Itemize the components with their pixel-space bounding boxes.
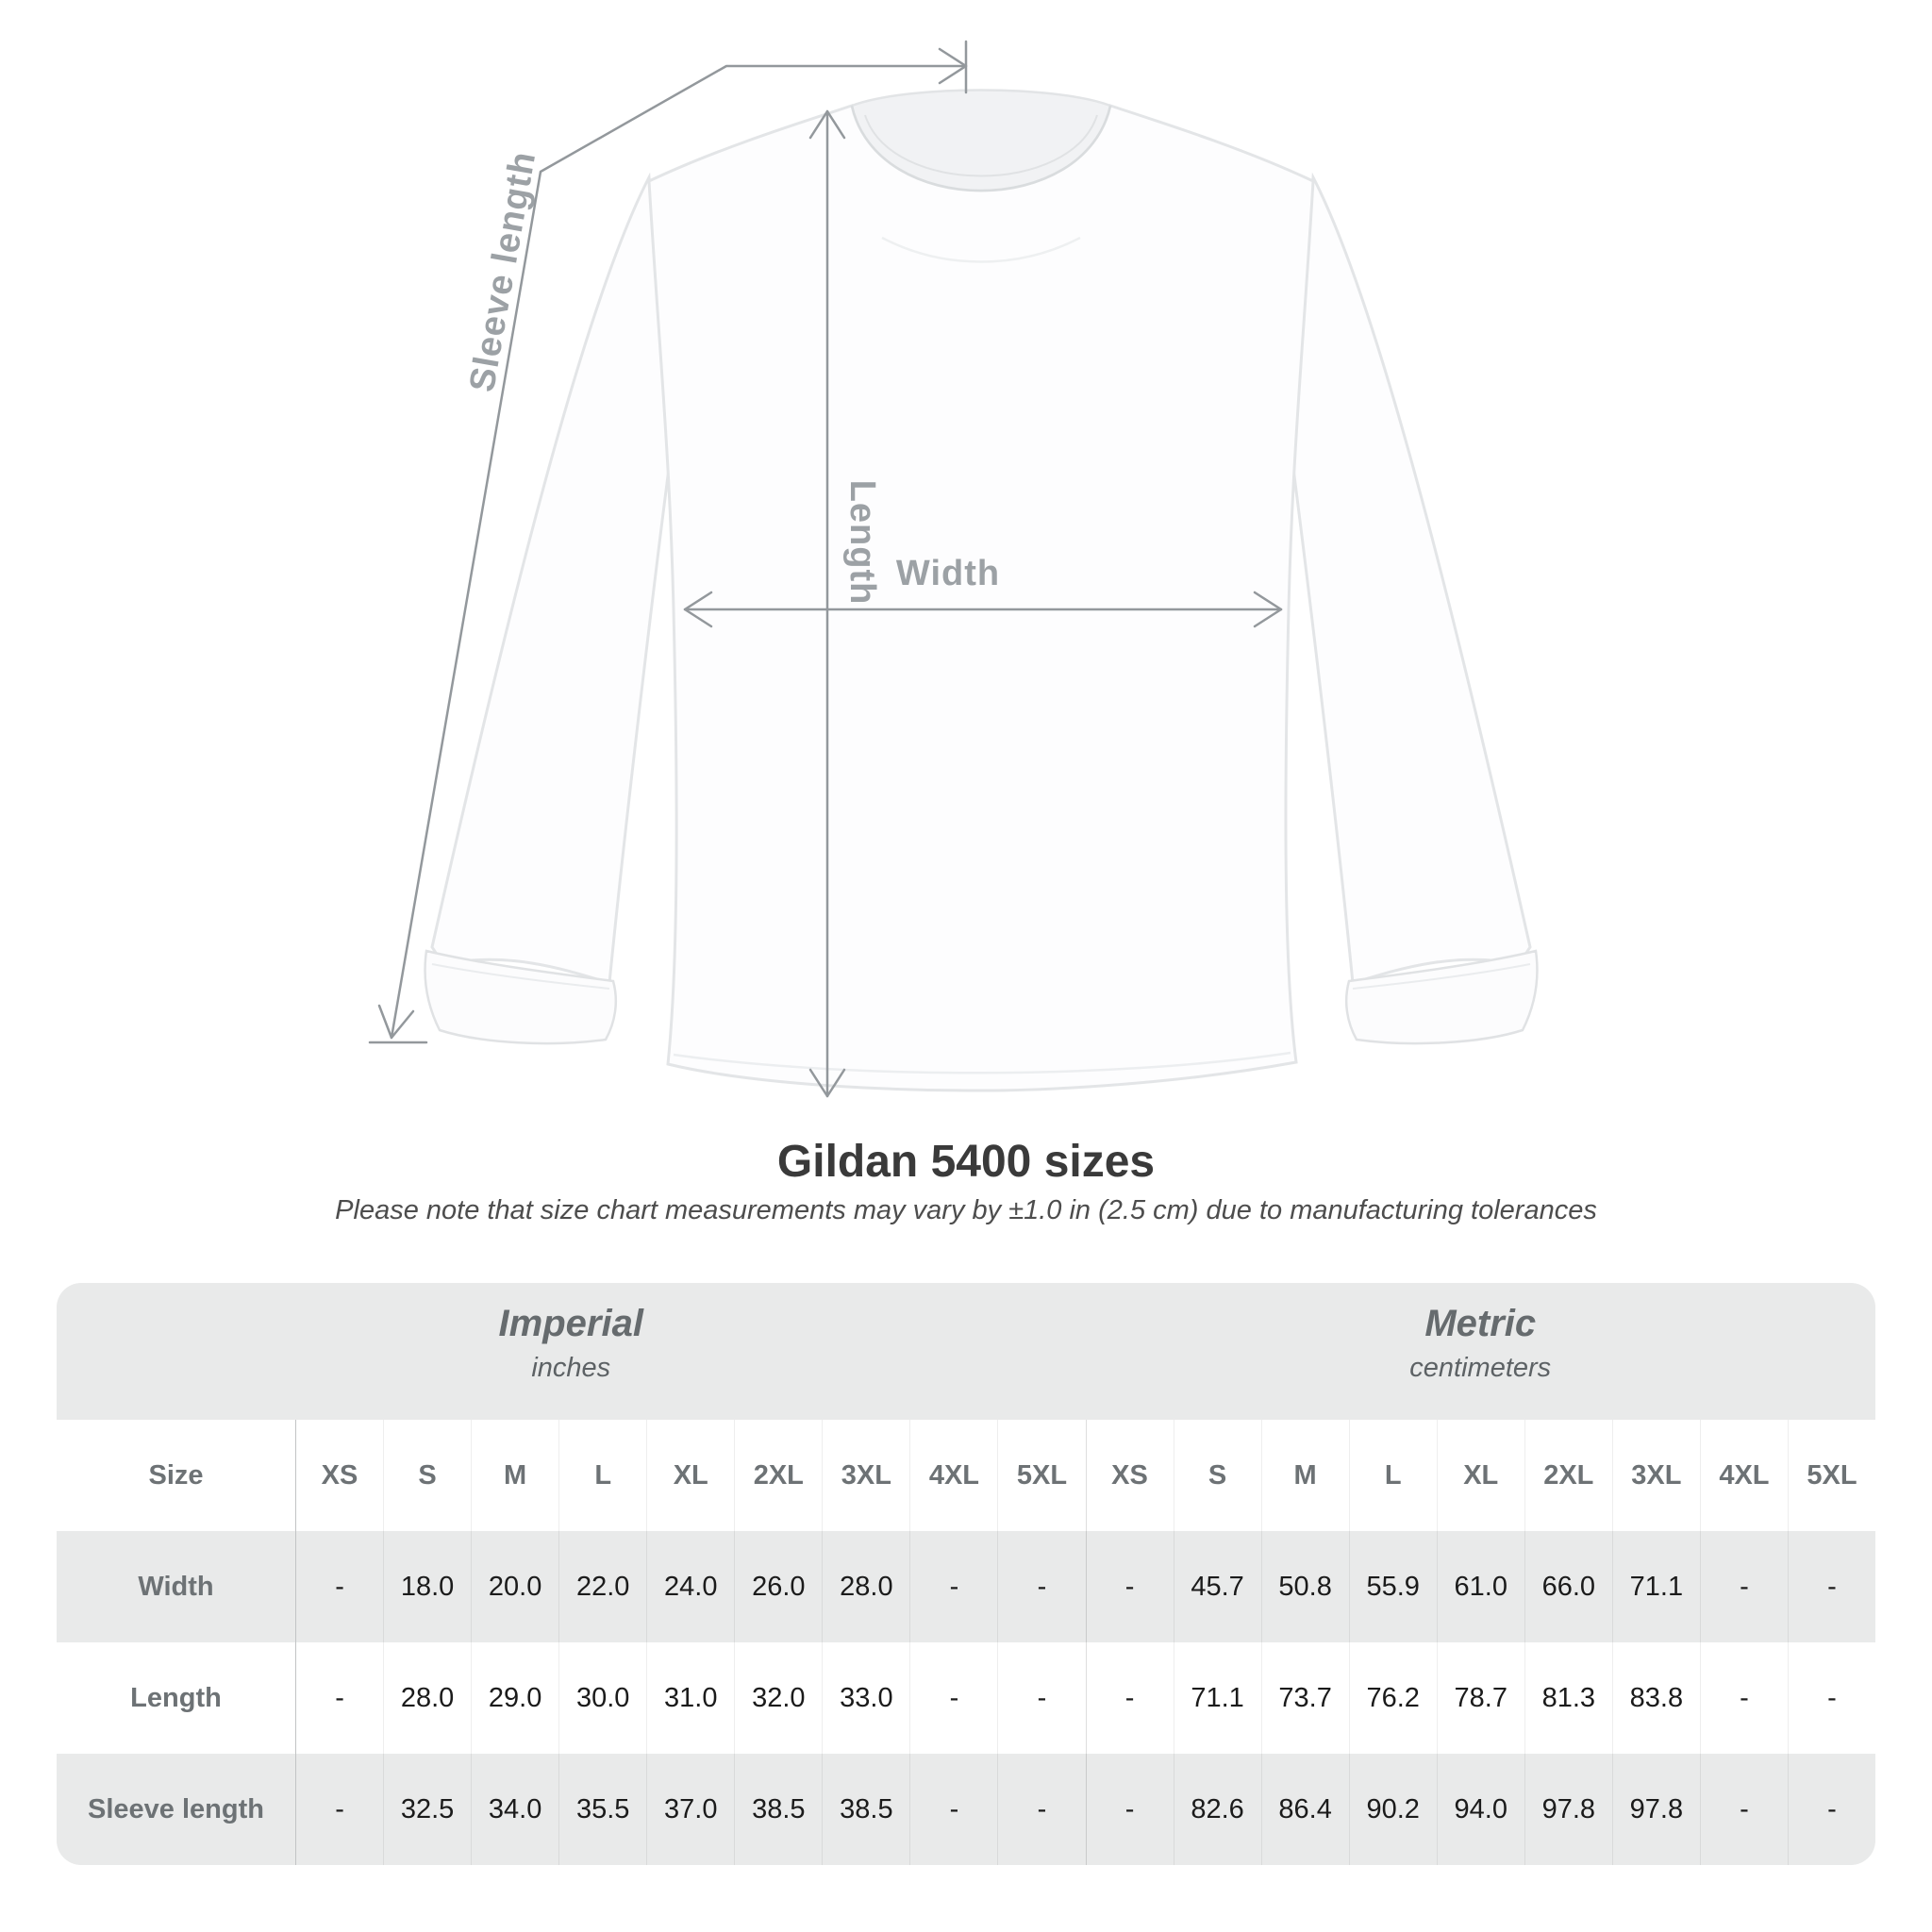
table-cell: 18.0	[383, 1531, 471, 1642]
table-cell: 38.5	[822, 1754, 909, 1865]
column-header-xl-metric: XL	[1437, 1420, 1524, 1531]
table-cell: 26.0	[734, 1531, 822, 1642]
table-cell: -	[1788, 1642, 1875, 1754]
column-header-5xl-imperial: 5XL	[997, 1420, 1085, 1531]
table-cell: 71.1	[1174, 1642, 1261, 1754]
table-cell: 30.0	[558, 1642, 646, 1754]
table-cell: 97.8	[1524, 1754, 1612, 1865]
table-cell: 32.0	[734, 1642, 822, 1754]
table-cell: -	[295, 1531, 383, 1642]
column-header-m-imperial: M	[471, 1420, 558, 1531]
table-cell: 28.0	[822, 1531, 909, 1642]
table-cell: 22.0	[558, 1531, 646, 1642]
table-cell: 45.7	[1174, 1531, 1261, 1642]
column-header-m-metric: M	[1261, 1420, 1349, 1531]
table-cell: 66.0	[1524, 1531, 1612, 1642]
unit-group-metric-name: Metric	[1424, 1302, 1537, 1344]
table-cell: 61.0	[1437, 1531, 1524, 1642]
table-cell: 81.3	[1524, 1642, 1612, 1754]
table-cell: -	[997, 1531, 1085, 1642]
shirt-body	[649, 106, 1313, 1091]
table-cell: -	[1086, 1754, 1174, 1865]
column-header-xs-metric: XS	[1086, 1420, 1174, 1531]
column-header-4xl-imperial: 4XL	[909, 1420, 997, 1531]
table-cell: -	[997, 1642, 1085, 1754]
tolerance-note: Please note that size chart measurements may vary by ±1.0 in (2.5 cm) due to manufacturing tolerances	[335, 1195, 1597, 1225]
column-header-xs-imperial: XS	[295, 1420, 383, 1531]
table-cell: 55.9	[1349, 1531, 1437, 1642]
table-cell: -	[1788, 1754, 1875, 1865]
row-label: Width	[57, 1531, 295, 1642]
table-cell: 20.0	[471, 1531, 558, 1642]
column-header-3xl-metric: 3XL	[1612, 1420, 1700, 1531]
table-cell: 83.8	[1612, 1642, 1700, 1754]
table-cell: 38.5	[734, 1754, 822, 1865]
table-cell: -	[1086, 1531, 1174, 1642]
table-cell: 35.5	[558, 1754, 646, 1865]
column-header-4xl-metric: 4XL	[1700, 1420, 1788, 1531]
table-cell: -	[1700, 1754, 1788, 1865]
table-cell: 24.0	[646, 1531, 734, 1642]
size-table	[57, 1283, 1875, 1865]
table-cell: -	[997, 1754, 1085, 1865]
sleeve-length-label: Sleeve length	[462, 148, 544, 395]
table-cell: 33.0	[822, 1642, 909, 1754]
table-cell: 29.0	[471, 1642, 558, 1754]
table-cell: -	[295, 1754, 383, 1865]
unit-group-imperial	[57, 1283, 1086, 1420]
table-cell: 86.4	[1261, 1754, 1349, 1865]
column-header-5xl-metric: 5XL	[1788, 1420, 1875, 1531]
table-cell: 78.7	[1437, 1642, 1524, 1754]
row-label: Sleeve length	[57, 1754, 295, 1865]
page-title: Gildan 5400 sizes	[776, 1137, 1156, 1187]
table-cell: 97.8	[1612, 1754, 1700, 1865]
column-header-s-metric: S	[1174, 1420, 1261, 1531]
table-cell: -	[909, 1754, 997, 1865]
table-cell: -	[1700, 1642, 1788, 1754]
column-header-2xl-metric: 2XL	[1524, 1420, 1612, 1531]
width-label: Width	[895, 554, 1001, 593]
table-cell: 50.8	[1261, 1531, 1349, 1642]
length-label: Length	[842, 479, 882, 606]
column-header-l-metric: L	[1349, 1420, 1437, 1531]
column-header-l-imperial: L	[558, 1420, 646, 1531]
table-cell: -	[1700, 1531, 1788, 1642]
unit-group-imperial-name: Imperial	[498, 1302, 643, 1344]
unit-group-metric	[1086, 1283, 1876, 1420]
table-cell: 34.0	[471, 1754, 558, 1865]
table-cell: -	[1788, 1531, 1875, 1642]
table-cell: 76.2	[1349, 1642, 1437, 1754]
table-cell: -	[295, 1642, 383, 1754]
table-cell: 71.1	[1612, 1531, 1700, 1642]
column-header-2xl-imperial: 2XL	[734, 1420, 822, 1531]
table-cell: 32.5	[383, 1754, 471, 1865]
table-cell: 28.0	[383, 1642, 471, 1754]
unit-group-metric-unit: centimeters	[1409, 1352, 1552, 1383]
table-cell: 90.2	[1349, 1754, 1437, 1865]
table-cell: 94.0	[1437, 1754, 1524, 1865]
table-cell: -	[909, 1642, 997, 1754]
column-header-s-imperial: S	[383, 1420, 471, 1531]
column-header-xl-imperial: XL	[646, 1420, 734, 1531]
table-cell: -	[909, 1531, 997, 1642]
column-header-size: Size	[148, 1459, 204, 1491]
row-label: Length	[130, 1682, 222, 1713]
table-cell: 73.7	[1261, 1642, 1349, 1754]
table-cell: 31.0	[646, 1642, 734, 1754]
unit-group-imperial-unit: inches	[531, 1352, 611, 1383]
table-cell: 82.6	[1174, 1754, 1261, 1865]
column-header-3xl-imperial: 3XL	[822, 1420, 909, 1531]
table-cell: -	[1086, 1642, 1174, 1754]
table-cell: 37.0	[646, 1754, 734, 1865]
